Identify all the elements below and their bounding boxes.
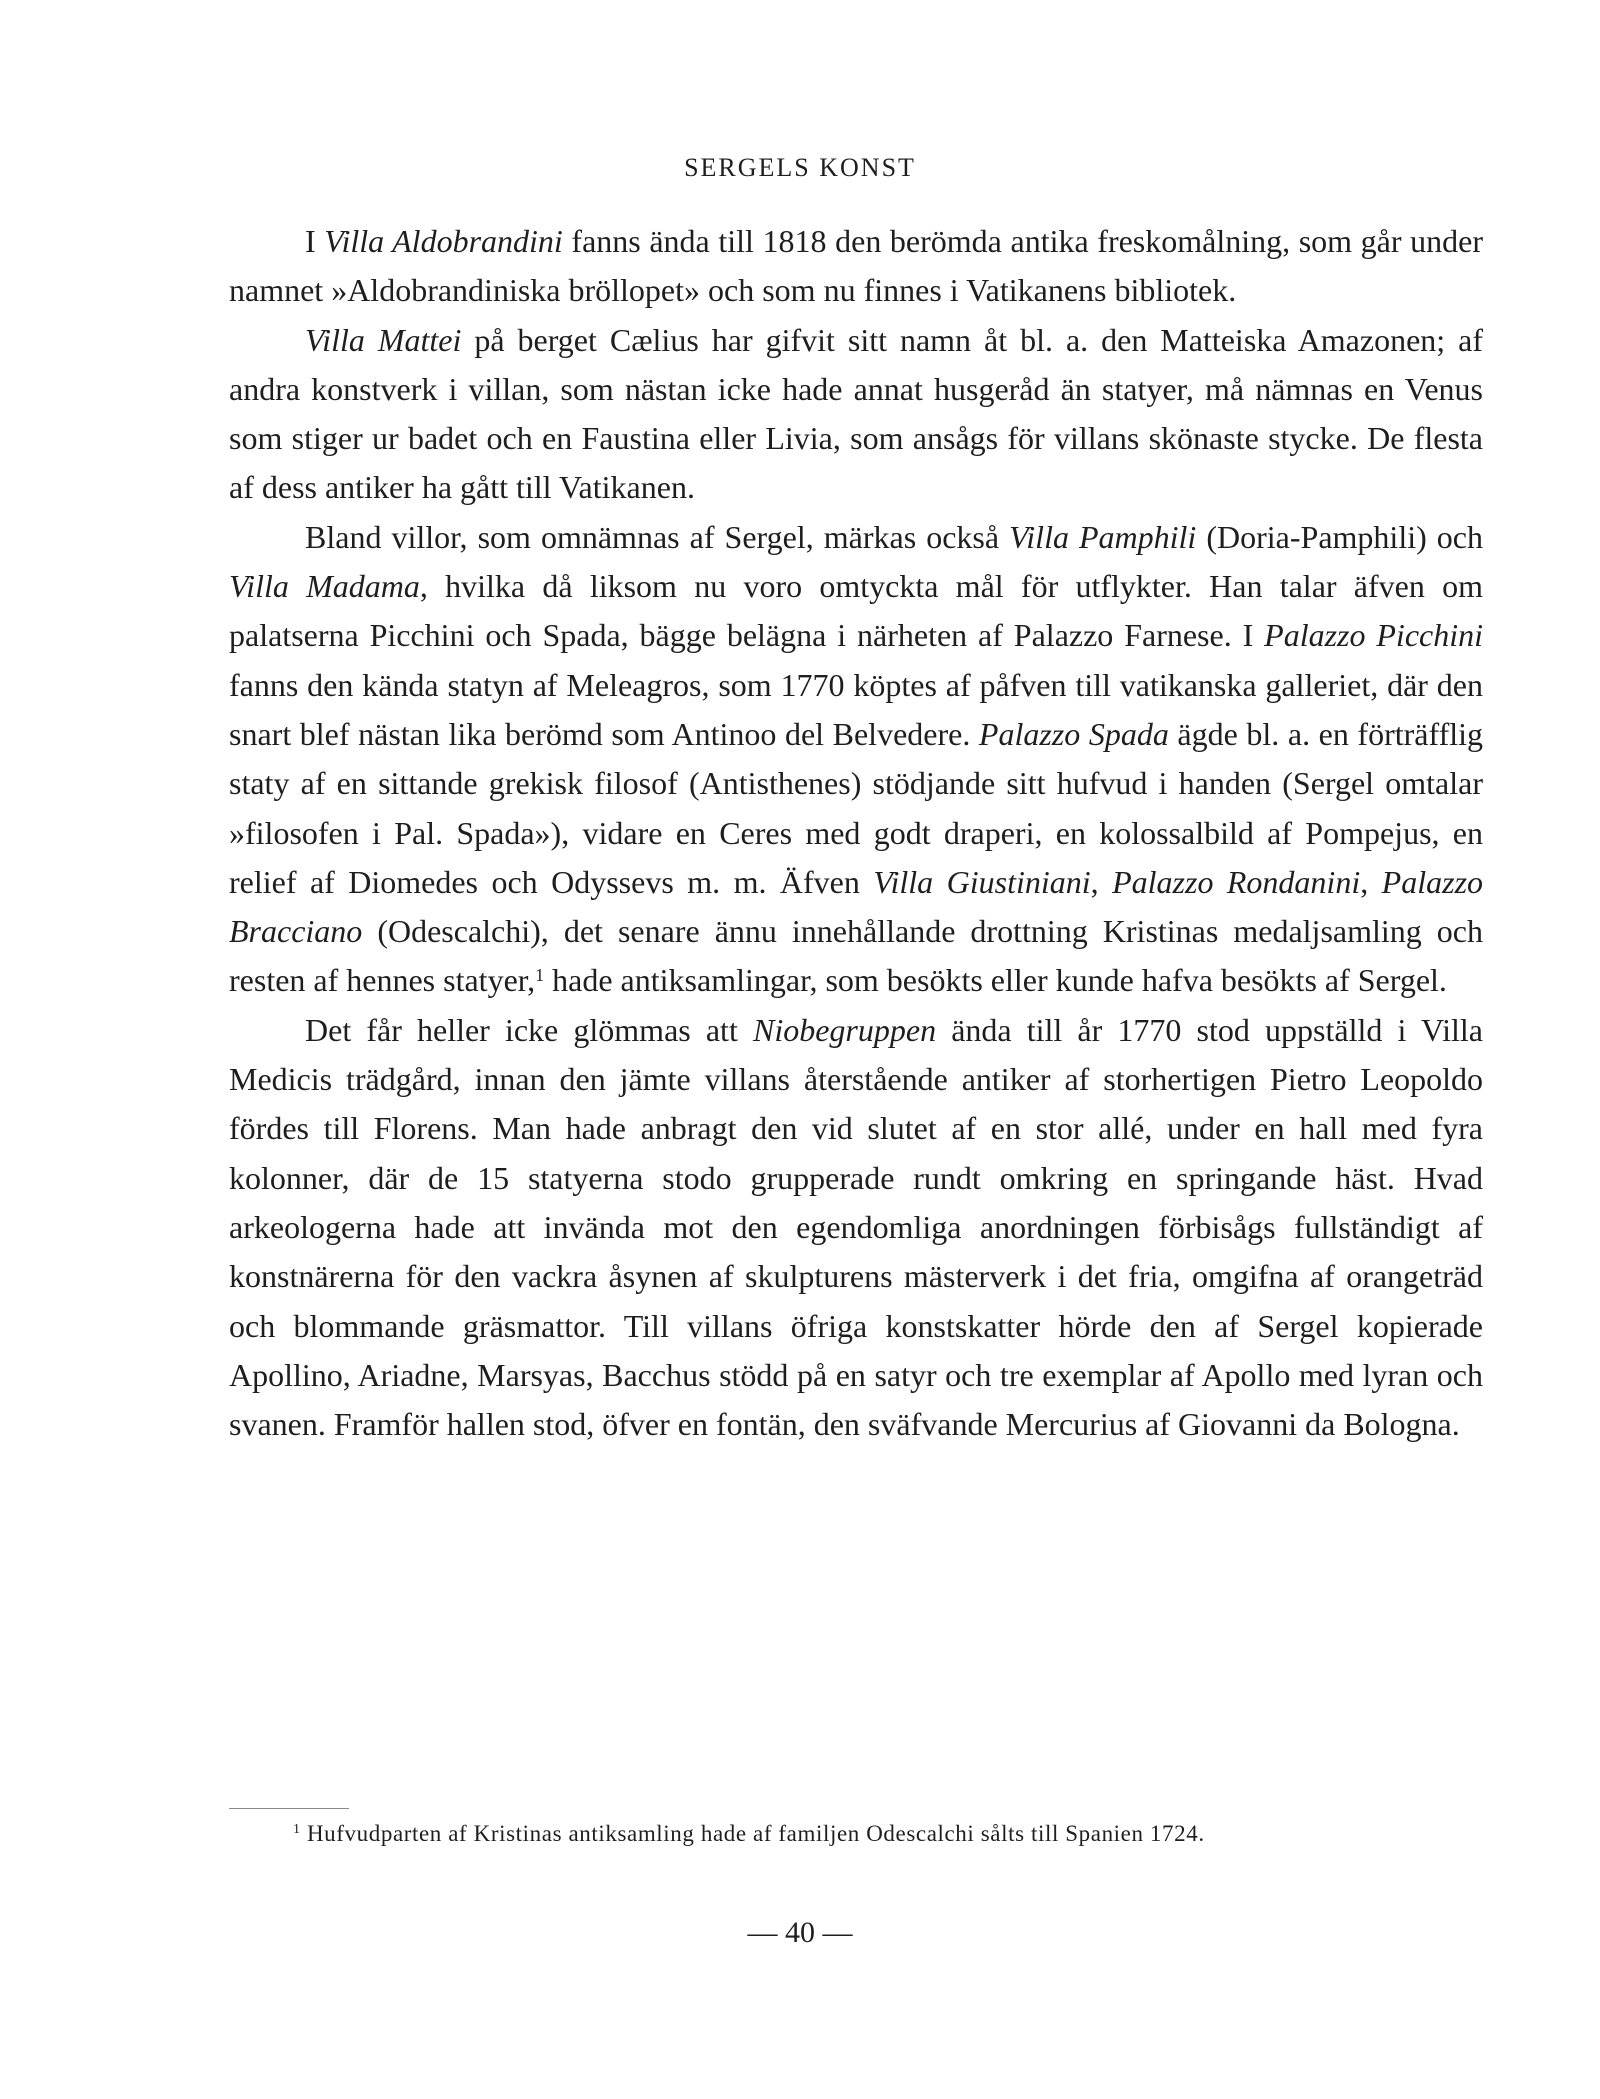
italic-name: Palazzo Picchini [1264, 617, 1484, 654]
page-number: — 40 — [747, 1916, 853, 1949]
italic-name: Palazzo Spada [978, 715, 1169, 752]
text-span: ägde bl. a. en förträfflig staty af en sittande grekisk filosof (Antisthenes) stödjande sitt hufvud i handen (Sergel omtalar »filosofen i Pal. Spada»), vidare en Ceres med godt draperi, en kolossalbild af Pompejus, en relief af Diomedes och Odyssevs m. m. Äfven [229, 715, 1483, 900]
text-span: hade antiksamlingar, som besökts eller kunde hafva besökts af Sergel. [544, 962, 1447, 999]
italic-name: Palazzo Rondanini [1112, 863, 1361, 900]
italic-name: Villa Giustiniani [873, 863, 1091, 900]
footnote-reference: 1 [535, 965, 545, 986]
text-span: Det får heller icke glömmas att [305, 1011, 753, 1048]
paragraph-mattei [229, 316, 1483, 513]
text-span: , [1360, 863, 1382, 900]
text-span: (Doria-Pamphili) och [1196, 518, 1484, 555]
italic-name: Niobegruppen [752, 1011, 937, 1048]
paragraph-villor [229, 513, 1483, 1006]
footnote-divider [229, 1808, 349, 1809]
text-span: (Odescalchi), det senare ännu innehållande drottning Kristinas medaljsamling och resten af hennes statyer, [229, 913, 1483, 999]
footnote [229, 1817, 1483, 1851]
footnote-mark: 1 [293, 1822, 301, 1837]
text-span: fanns ända till 1818 den berömda antika freskomålning, som går under namnet »Aldobrandiniska bröllopet» och som nu finnes i Vatikanens bibliotek. [229, 223, 1484, 309]
footnote-text: Hufvudparten af Kristinas antiksamling hade af familjen Odescalchi sålts till Spanien 1724. [306, 1821, 1205, 1846]
italic-name: Villa Aldobrandini [324, 223, 563, 259]
running-head: SERGELS KONST [684, 153, 916, 182]
text-span: ända till år 1770 stod uppställd i Villa Medicis trädgård, innan den jämte villans återstående antiker af storhertigen Pietro Leopoldo fördes till Florens. Man hade anbragt den vid slutet af en stor allé, under en hall med fyra kolonner, där de 15 statyerna stodo grupperade rundt omkring en springande häst. Hvad arkeologerna hade att invända mot den egendomliga anordningen förbisågs fullständigt af konstnärerna för den vackra åsynen af skulpturens mästerverk i det fria, omgifna af orangeträd och blommande gräsmattor. Till villans öfriga konstskatter hörde den af Sergel kopierade Apollino, Ariadne, Marsyas, Bacchus stödd på en satyr och tre exemplar af Apollo med lyran och svanen. Framför hallen stod, öfver en fontän, den sväfvande Mercurius af Giovanni da Bologna. [229, 1011, 1483, 1443]
text-span: I [305, 223, 325, 259]
italic-name: Villa Pamphili [1009, 518, 1197, 555]
text-span: fanns den kända statyn af Meleagros, som 1770 köptes af påfven till vatikanska galleriet, där den snart blef nästan lika berömd som Antinoo del Belvedere. [229, 666, 1483, 752]
italic-name: Villa Madama [229, 568, 420, 605]
italic-name: Palazzo Bracciano [229, 863, 1484, 950]
text-span: , [1090, 863, 1113, 900]
body-text [229, 217, 1483, 1449]
italic-name: Villa Mattei [305, 321, 462, 358]
text-span: , hvilka då liksom nu voro omtyckta mål för utflykter. Han talar äfven om palatserna Picchini och Spada, bägge belägna i närheten af Palazzo Farnese. I [229, 568, 1484, 654]
text-span: på berget Cælius har gifvit sitt namn åt bl. a. den Matteiska Amazonen; af andra konstverk i villan, som nästan icke hade annat husgeråd än statyer, må nämnas en Venus som stiger ur badet och en Faustina eller Livia, som ansågs för villans skönaste stycke. De flesta af dess antiker ha gått till Vatikanen. [229, 321, 1484, 506]
paragraph-niobe [229, 1006, 1483, 1450]
text-span: Bland villor, som omnämnas af Sergel, märkas också [305, 518, 1010, 555]
paragraph-aldobrandini [229, 217, 1483, 316]
